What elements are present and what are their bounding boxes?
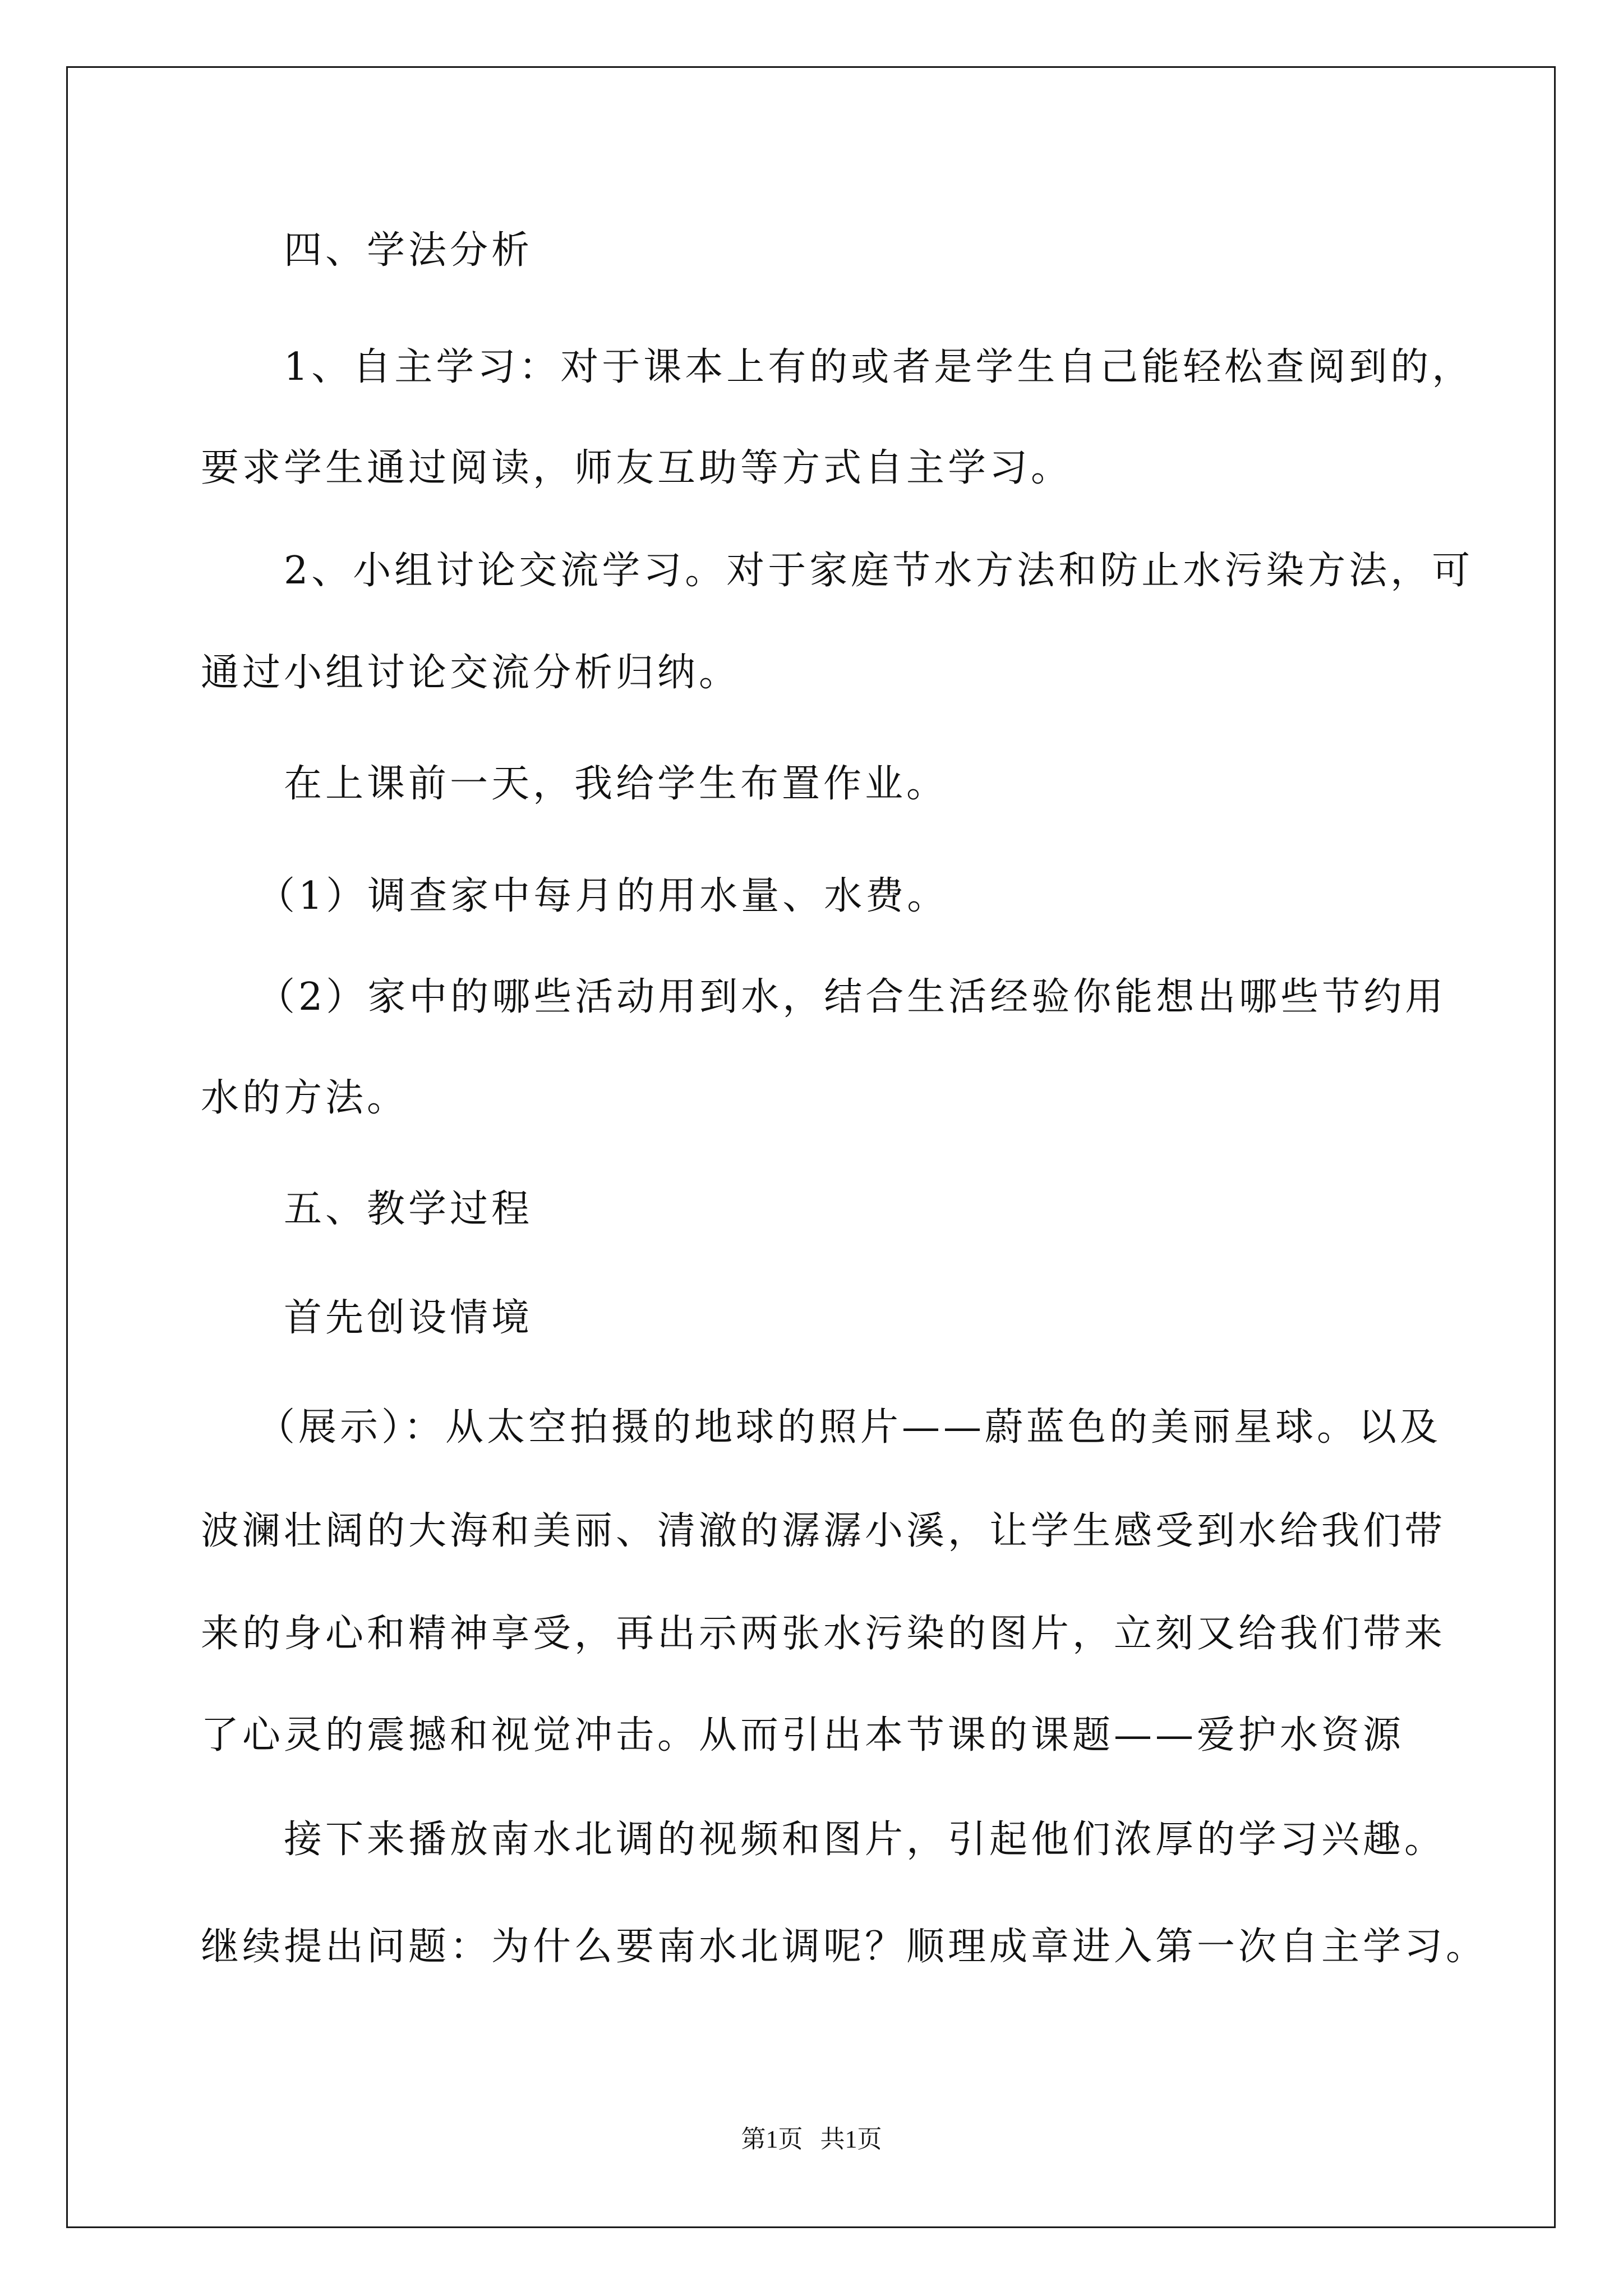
paragraph-line: 通过小组讨论交流分析归纳。: [201, 651, 741, 695]
page-border: [66, 66, 1556, 2228]
paragraph-line: 接下来播放南水北调的视频和图片，引起他们浓厚的学习兴趣。: [284, 1818, 1446, 1862]
paragraph-line: （展示）：从太空拍摄的地球的照片——蔚蓝色的美丽星球。以及: [257, 1405, 1442, 1450]
paragraph-line: 来的身心和精神享受，再出示两张水污染的图片，立刻又给我们带来: [201, 1612, 1446, 1656]
paragraph-line: 继续提出问题：为什么要南水北调呢？顺理成章进入第一次自主学习。: [201, 1925, 1488, 1969]
paragraph-line: 首先创设情境: [284, 1296, 533, 1340]
paragraph-line: 了心灵的震撼和视觉冲击。从而引出本节课的课题——爱护水资源: [201, 1713, 1405, 1757]
paragraph-line: 2、小组讨论交流学习。对于家庭节水方法和防止水污染方法，可: [284, 549, 1474, 593]
page-number-current: 第1页: [741, 2125, 803, 2153]
paragraph-line: 在上课前一天，我给学生布置作业。: [284, 762, 948, 806]
paragraph-line: （1）调查家中每月的用水量、水费。: [257, 874, 949, 918]
paragraph-line: 水的方法。: [201, 1076, 409, 1120]
section-heading-study-method: 四、学法分析: [284, 228, 533, 273]
paragraph-line: 要求学生通过阅读，师友互助等方式自主学习。: [201, 446, 1073, 490]
paragraph-line: 波澜壮阔的大海和美丽、清澈的潺潺小溪，让学生感受到水给我们带: [201, 1509, 1446, 1553]
page-number-total: 共1页: [820, 2125, 882, 2153]
paragraph-line: （2）家中的哪些活动用到水，结合生活经验你能想出哪些节约用: [257, 975, 1447, 1019]
paragraph-line: 1、自主学习：对于课本上有的或者是学生自己能轻松查阅到的，: [284, 345, 1474, 389]
section-heading-teaching-process: 五、教学过程: [284, 1187, 533, 1231]
page-footer: [0, 2124, 1623, 2155]
